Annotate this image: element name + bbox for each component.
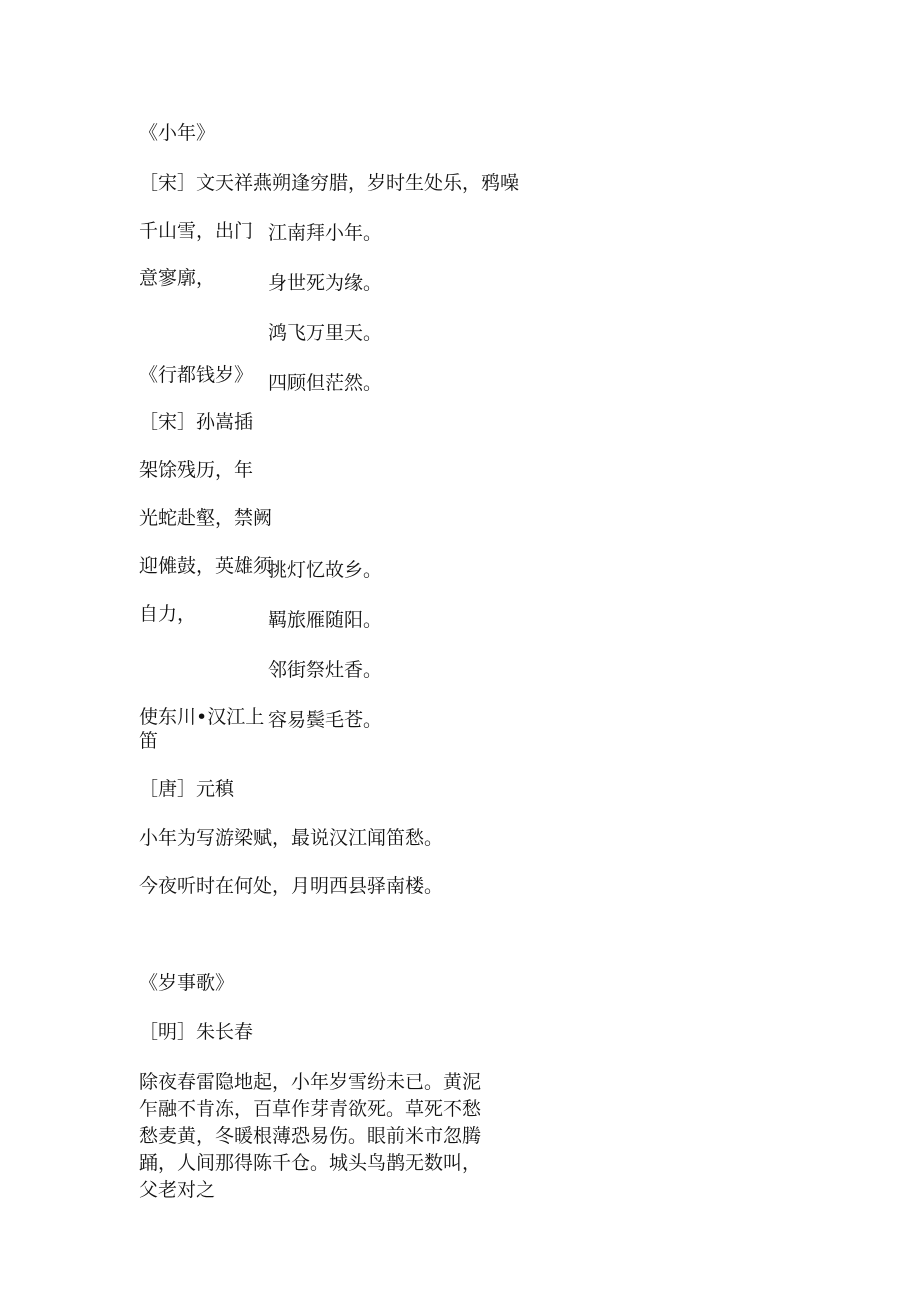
poem-line: 四顾但茫然。 [268,372,383,394]
poem-line: 架馀残历，年 [139,459,254,481]
poem-line: 千山雪，出门 [139,220,254,242]
author-line: ［明］朱长春 [139,1021,254,1043]
poem-title: 使东川•汉江上 [139,706,265,728]
poem-line: 挑灯忆故乡。 [268,559,383,581]
poem-line: 今夜听时在何处，月明西县驿南楼。 [139,875,444,897]
poem-line: 小年为写游梁赋，最说汉江闻笛愁。 [139,827,444,849]
poem-line: 迎傩鼓，英雄须 [139,555,273,577]
poem-line: 自力， [139,603,197,625]
poem-title: 《岁事歌》 [139,972,235,994]
poem-line: 身世死为缘。 [268,272,383,294]
poem-line: 容易鬓毛苍。 [268,709,383,731]
poem-line: 羁旅雁随阳。 [268,609,383,631]
poem-title-continued: 笛 [139,730,159,752]
poem-line: 意寥廓， [139,267,216,289]
author-line: ［唐］元稹 [139,778,235,800]
poem-line: 邻街祭灶香。 [268,659,383,681]
author-line: ［宋］孙嵩插 [139,411,254,433]
poem-title: 《行都钱岁》 [139,364,254,386]
poem-line: 鸿飞万里天。 [268,322,383,344]
poem-title: 《小年》 [139,122,216,144]
author-line: ［宋］文天祥燕朔逢穷腊，岁时生处乐，鸦噪 [139,172,520,194]
poem-line: 江南拜小年。 [268,222,383,244]
poem-line: 光蛇赴壑，禁阙 [139,507,273,529]
poem-body: 除夜春雷隐地起，小年岁雪纷未已。黄泥乍融不肯冻，百草作芽青欲死。草死不愁愁麦黄，冬暖根薄恐易伤。眼前米市忽腾踊，人间那得陈千仓。城头鸟鹊无数叫，父老对之 [139,1071,482,1201]
